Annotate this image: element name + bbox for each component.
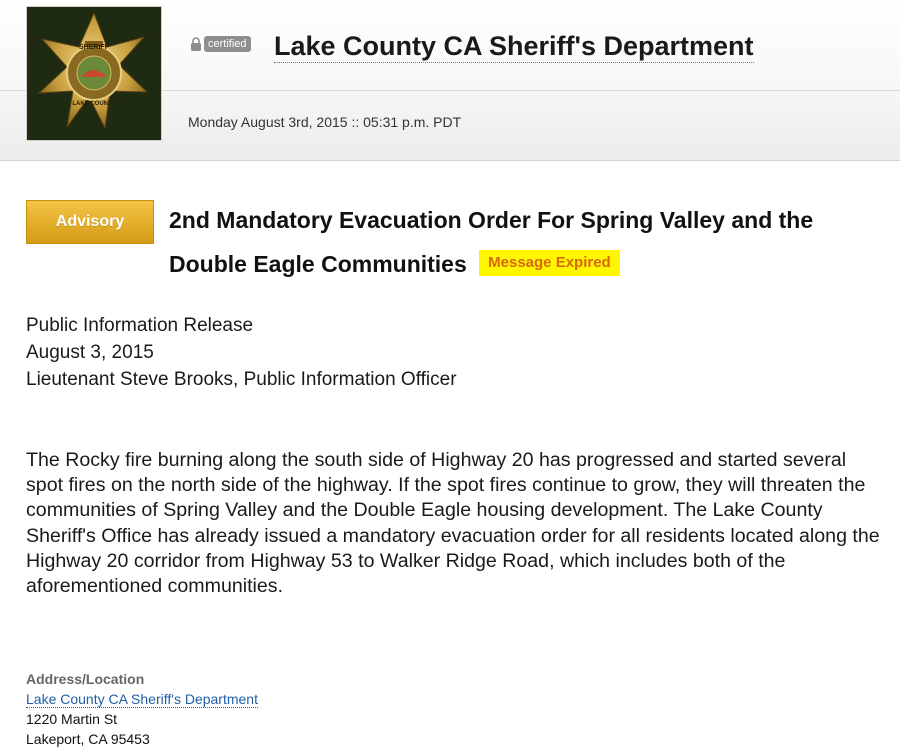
address-block [26,669,258,749]
address-city: Lakeport, CA 95453 [26,731,150,747]
alert-body-paragraph: The Rocky fire burning along the south side of Highway 20 has progressed and started several spot fires on the north side of the highway. If the spot fires continue to grow, they will threaten the communities of Spring Valley and the Double Eagle housing development. The Lake County Sheriff's Office has already issued a mandatory evacuation order for all residents located along the Highway 20 corridor from Highway 53 to Walker Ridge Road, which includes both of the aforementioned communities. [26,449,880,598]
address-label: Address/Location [26,671,145,687]
post-datetime: Monday August 3rd, 2015 :: 05:31 p.m. PDT [188,114,462,130]
release-info [26,312,457,393]
release-date: August 3, 2015 [26,342,154,363]
address-agency-link[interactable]: Lake County CA Sheriff's Department [26,691,258,707]
page-header [0,0,900,161]
sheriff-badge-logo[interactable] [27,7,161,140]
logo-text-top: SHERIFF [79,44,109,51]
certified-label: certified [204,36,251,52]
sheriff-star-icon [27,7,161,140]
alert-title: 2nd Mandatory Evacuation Order For Spring Valley and the Double Eagle Communities [169,207,814,277]
advisory-category-badge: Advisory [26,200,154,244]
address-street: 1220 Martin St [26,711,118,727]
release-author: Lieutenant Steve Brooks, Public Information Officer [26,369,457,390]
lock-icon [190,37,202,52]
certified-badge [190,36,251,52]
release-type: Public Information Release [26,315,254,336]
logo-text-bottom: LAKE COUNTY [72,101,116,107]
alert-headline [169,198,889,286]
message-expired-badge: Message Expired [479,250,620,276]
agency-title-link[interactable]: Lake County CA Sheriff's Department [274,31,754,61]
